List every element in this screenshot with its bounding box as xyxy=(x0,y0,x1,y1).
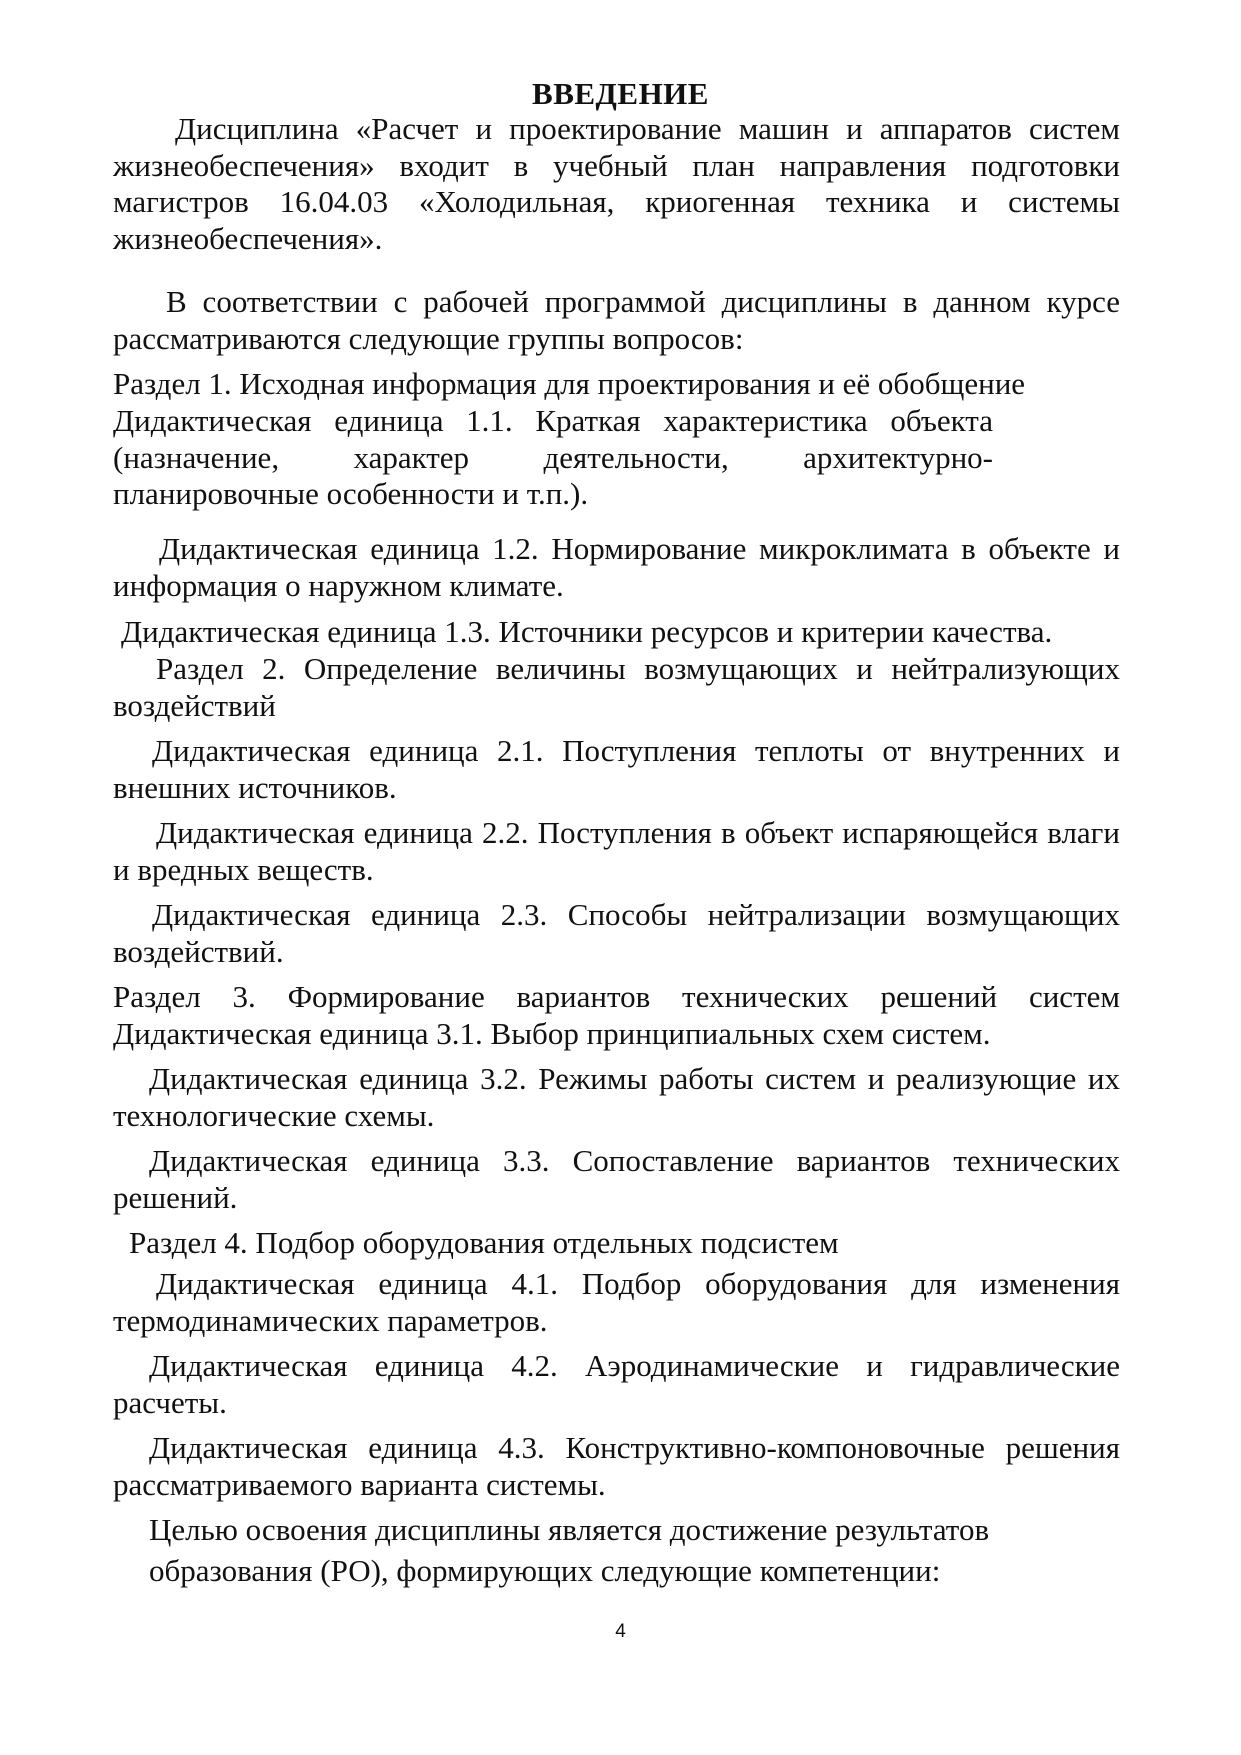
didactic-unit-2-1: Дидактическая единица 2.1. Поступления теплоты от внутренних и внешних источников. xyxy=(113,733,1120,805)
didactic-unit-4-2: Дидактическая единица 4.2. Аэродинамические и гидравлические расчеты. xyxy=(113,1348,1120,1420)
section-heading-4: Раздел 4. Подбор оборудования отдельных подсистем xyxy=(129,1225,839,1260)
page-number: 4 xyxy=(615,1621,626,1642)
section-heading-1: Раздел 1. Исходная информация для проектирования и её обобщение xyxy=(113,366,1026,401)
didactic-unit-3-3: Дидактическая единица 3.3. Сопоставление вариантов технических решений. xyxy=(113,1143,1120,1215)
didactic-unit-2-2: Дидактическая единица 2.2. Поступления в объект испаряющейся влаги и вредных веществ. xyxy=(113,815,1120,887)
section-heading-3: Раздел 3. Формирование вариантов технических решений систем xyxy=(113,979,1120,1014)
didactic-unit-1-2: Дидактическая единица 1.2. Нормирование микроклимата в объекте и информация о наружном климате. xyxy=(113,531,1120,603)
paragraph-goal-line-2: образования (РО), формирующих следующие компетенции: xyxy=(149,1553,941,1588)
didactic-unit-4-1: Дидактическая единица 4.1. Подбор оборудования для изменения термодинамических параметров. xyxy=(113,1266,1120,1338)
paragraph-goal-line-1: Целью освоения дисциплины является достижение результатов xyxy=(149,1512,990,1547)
didactic-unit-1-3: Дидактическая единица 1.3. Источники ресурсов и критерии качества. xyxy=(121,614,1053,649)
page-title: ВВЕДЕНИЕ xyxy=(532,76,709,111)
section-heading-2: Раздел 2. Определение величины возмущающих и нейтрализующих воздействий xyxy=(113,651,1120,723)
paragraph-program: В соответствии с рабочей программой дисциплины в данном курсе рассматриваются следующие группы вопросов: xyxy=(113,284,1120,356)
didactic-unit-4-3: Дидактическая единица 4.3. Конструктивно-компоновочные решения рассматриваемого варианта системы. xyxy=(113,1430,1120,1502)
didactic-unit-1-1: Дидактическая единица 1.1. Краткая характеристика объекта (назначение, характер деятельности, архитектурно-планировочные особенности и т.п.). xyxy=(113,403,993,511)
didactic-unit-3-1: Дидактическая единица 3.1. Выбор принципиальных схем систем. xyxy=(113,1016,991,1051)
paragraph-intro: Дисциплина «Расчет и проектирование машин и аппаратов систем жизнеобеспечения» входит в учебный план направления подготовки магистров 16.04.03 «Холодильная, криогенная техника и системы жизнеобеспечения». xyxy=(113,111,1120,256)
didactic-unit-2-3: Дидактическая единица 2.3. Способы нейтрализации возмущающих воздействий. xyxy=(113,897,1120,969)
didactic-unit-3-2: Дидактическая единица 3.2. Режимы работы систем и реализующие их технологические схемы. xyxy=(113,1061,1120,1133)
